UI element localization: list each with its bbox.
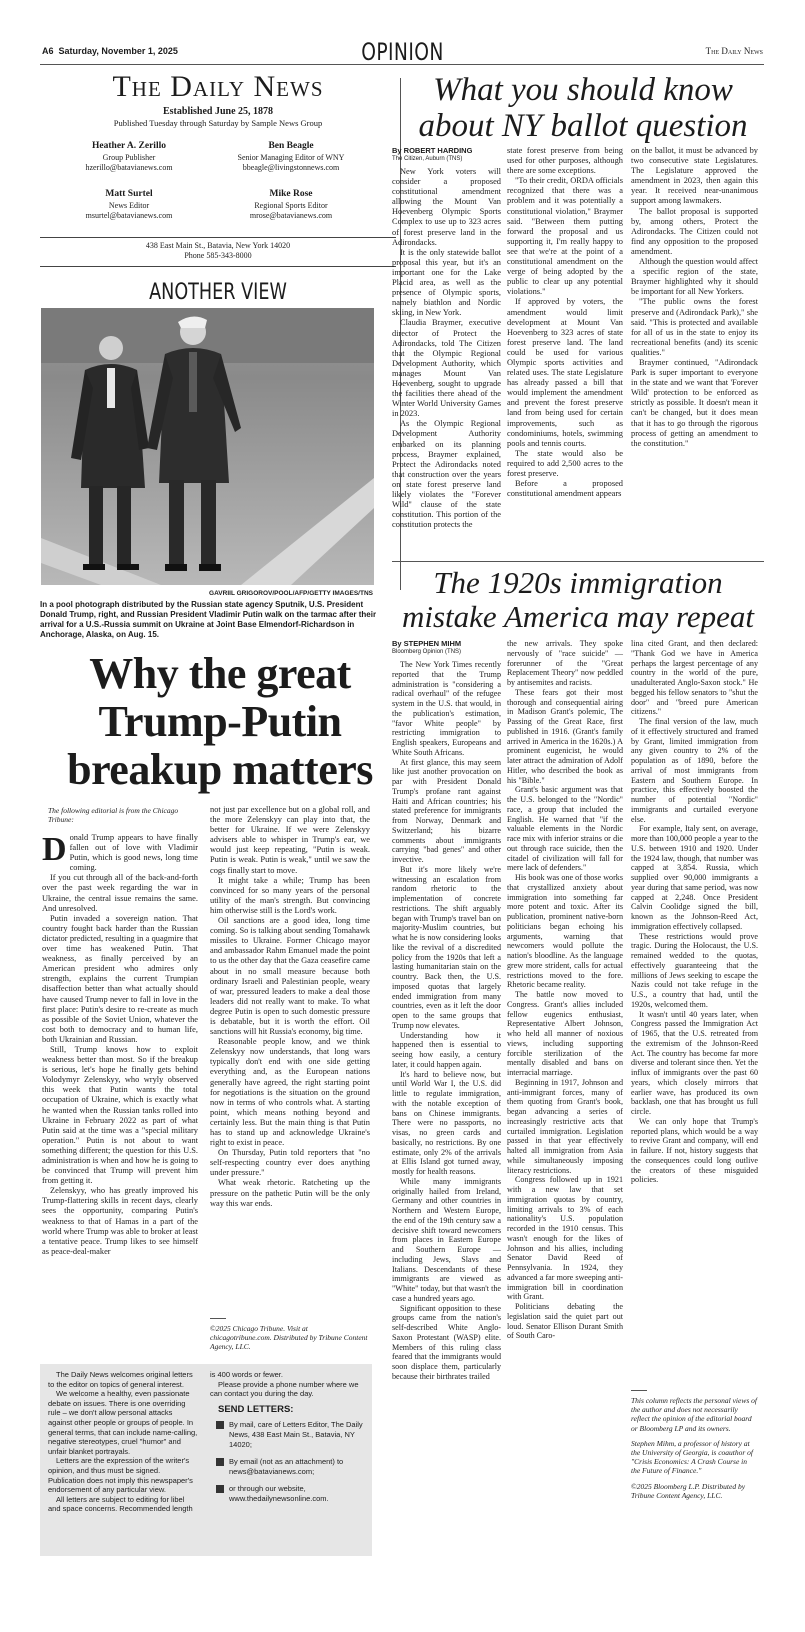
article2-byline: By STEPHEN MIHM [392,639,462,648]
paragraph: What weak rhetoric. Ratcheting up the pressure on the pathetic Putin will be the only way this war ends. [210,1178,370,1208]
staff-name: Mike Rose [269,189,313,199]
paragraph: not just par excellence but on a global roll, and the more Zelenskyy can play into that, the better for Ukraine. If we were Zelenskyy advisers able to whisper in Trump's ear, we would just keep repeating, "Putin is weak. Putin is weak. Putin is weak," until we saw the cogs finally start to move. [210,805,370,875]
staff-name: Ben Beagle [268,141,314,151]
paragraph: If you cut through all of the back-and-forth over the past week regarding the war in Ukraine, the central issue remains the same. And unresolved. [42,873,198,913]
paragraph: Before a proposed constitutional amendment appears [507,479,623,499]
paragraph: But it's more likely we're witnessing an escalation from random rhetoric to the implementation of concrete restrictions. The shift arguably began with Trump's travel ban on majority-Muslim countries, but what he is now considering looks like the revival of a discredited policy from the 1920s that left a lasting humanitarian stain on the country. Back then, the U.S. imposed quotas that largely ended immigration from many countries, even as it left the door open to the same groups that Trump now elevates. [392,864,501,1030]
editorial-column-1 [42,833,198,1257]
issue-date: Saturday, November 1, 2025 [58,46,178,56]
article1-byline: By ROBERT HARDING [392,146,473,155]
editorial-headline: Why the great Trump-Putin breakup matters [67,649,373,794]
editorial-intro: The following editorial is from the Chicago Tribune: [48,806,179,824]
bullet-square-icon [216,1485,224,1493]
page-number: A6 [42,46,54,56]
paragraph: These restrictions would prove tragic. During the Holocaust, the U.S. remained wedded to the quotas, effectively guaranteeing that the millions of Jews seeking to escape the Nazis could not take refuge in the U.S., a country that had, until the 1920s, welcomed them. [631,931,758,1009]
staff-entry [202,188,380,221]
article2-column-1 [392,660,501,1382]
paragraph: These fears got their most thorough and consequential airing in Madison Grant's polemic, The Passing of the Great Race, first published in 1916. (Grant's family arrived in America in the 1620s.) A prominent eugenicist, he would later attract the admiration of Adolf Hitler, who described the book as his "Bible." [507,687,623,785]
paragraph: lina cited Grant, and then declared: "Thank God we have in America perhaps the largest percentage of any country in the world of the pure, unadulterated Anglo-Saxon stock." He begged his fellow senators to "shut the door" and "breed pure American citizens." [631,639,758,717]
article2-copyright: ©2025 Bloomberg L.P. Distributed by Tribune Content Agency, LLC. [631,1481,746,1500]
staff-name: Heather A. Zerillo [92,141,166,151]
staff-title: Senior Managing Editor of WNY [237,153,345,162]
paragraph: The battle now moved to Congress. Grant's allies included fellow eugenics enthusiast, Representative Albert Johnson, who held all manner of noxious views, including supporting forcible sterilization of the mentally disabled and bans on interracial marriage. [507,990,623,1077]
paragraph: on the ballot, it must be advanced by two consecutive state Legislatures. The Legislature approved the amendment in 2023, then again this year. It received near-unanimous support among lawmakers. [631,146,758,206]
staff-email[interactable]: bbeagle@livingstonnews.com [242,163,340,172]
copyright-rule [210,1318,226,1319]
paragraph: Oil sanctions are a good idea, long time coming. So is talking about sending Tomahawk missiles to Ukraine. Former Chicago mayor and ambassador Rahm Emanuel made the point to us the other day that the Gaza ceasefire came about in no small measure because both ordinary Israeli and Palestinian people, weary of war, pressured leaders to make a deal those leaders did not really want to make. To what degree Putin is open to such domestic pressure is debatable, but it is worth the effort. Oil sanctions will hit Russia's economy, big time. [210,916,370,1037]
staff-title: Regional Sports Editor [254,201,328,210]
staff-email[interactable]: hzerillo@batavianews.com [85,163,173,172]
staff-email[interactable]: msurtel@batavianews.com [85,211,173,220]
article2-column-2 [507,639,623,1341]
paragraph: At first glance, this may seem like just another provocation on par with President Donald Trump's profane rant against Haiti and African countries; his stated preference for immigrants from Norway, Denmark and Switzerland; his bizarre comments about immigrants carrying "bad genes" and other invective. [392,757,501,864]
drop-cap: D [42,831,67,868]
send-option-mail: By mail, care of Letters Editor, The Daily News, 438 East Main St., Batavia, NY 14020; [216,1420,368,1449]
article1-column-3 [631,146,758,449]
paragraph: Donald Trump appears to have finally fallen out of love with Vladimir Putin, which is good news, long time coming. [42,831,198,873]
author-bio: Stephen Mihm, a professor of history at the University of Georgia, is coauthor of "Crisis Economics: A Crash Course in the Future of Finance." [631,1438,753,1476]
masthead-established: Established June 25, 1878 [162,106,274,117]
send-option-website[interactable]: or through our website, www.thedailynewsonline.com. [216,1484,368,1503]
article1-column-2 [507,146,623,499]
paragraph: The final version of the law, much of it effectively structured and framed by Grant, limited immigration from any given country to 2% of the population as of 1890, before the arrival of most immigrants from Eastern and Southern Europe. In practice, this effectively boosted the number of potential "Nordic" immigrants and curtailed everyone else. [631,717,758,824]
paragraph: Congress followed up in 1921 with a new law that set immigration quotas by country, limiting arrivals to 3% of each nationality's U.S. population recorded in the 1910 census. This wasn't enough for the likes of Johnson and his allies, including Senator David Reed of Pennsylvania. In 1924, they advanced a far more sweeping anti-immigration bill in coordination with Grant. [507,1175,623,1302]
paragraph: Although the question would affect a specific region of the state, Braymer highlighted why it should be important for all New Yorkers. [631,257,758,297]
paragraph: Reasonable people know, and we think Zelenskyy now understands, that long wars typically don't end with one side getting everything and, as the European nations generally have agreed, the right starting point for negotiations is the situation on the ground now in terms of who controls what. A starting point, which means nothing beyond and certainly less. But the main thing is that Putin has to stand up and acknowledge Ukraine's right to exist in peace. [210,1037,370,1148]
paragraph: "To their credit, ORDA officials recognized that there was a problem and it was potentially a constitutional violation," Braymer said. "Between them putting forward the proposal and us supporting it, I'm really happy to see that we're at the point of a constitutional amendment on the verge of being adopted by the public to clear up any potential violations." [507,176,623,297]
article1-column-1 [392,167,501,530]
header-rule [40,64,764,65]
staff-entry [40,140,218,173]
paragraph: It wasn't until 40 years later, when Congress passed the Immigration Act of 1965, that the U.S. retreated from the extremism of the Johnson-Reed Act. The country has become far more diverse and tolerant since then. Yet the influx of immigrants over the past 60 years, which closely mirrors that earlier wave, has produced its own backlash, one that has brought us full circle. [631,1009,758,1116]
article2-column-3 [631,639,758,1185]
paper-name-small: The Daily News [705,46,763,56]
masthead-rule [40,237,396,238]
article2-byline-source: Bloomberg Opinion (TNS) [392,649,462,655]
paragraph: Understanding how it happened then is essential to seeing how easily, a century later, it could happen again. [392,1030,501,1069]
paragraph: The ballot proposal is supported by, among others, Protect the Adirondacks. The Citizen could not find any opposition to the proposed amendment. [631,206,758,256]
paragraph: If approved by voters, the amendment would limit development at Mount Van Hoevenberg to 323 acres of state forest preserve land. The land could be used for various Olympic sports activities and related uses. The state Legislature has already passed a bill that would implement the amendment and prevent the forest preserve land from being used for certain improvements, such as condominiums, hotels, swimming pools and tennis courts. [507,297,623,448]
editorial-column-2 [210,805,370,1209]
masthead-published: Published Tuesday through Saturday by Sample News Group [113,118,323,128]
staff-title: News Editor [108,201,150,210]
paragraph: The state would also be required to add 2,500 acres to the forest preserve. [507,448,623,478]
paragraph: Braymer continued, "Adirondack Park is super important to everyone in the state and we want that 'Forever Wild' protection to be enforced as strictly as possible. It doesn't mean it can't be changed, but it does mean that it has to go through the rigorous process of getting an amendment to the constitution." [631,357,758,448]
news-photo [41,308,374,585]
paragraph: We welcome a healthy, even passionate debate on issues. There is one overriding rule – we don't allow personal attacks against other people or groups of people. In general terms, that can include name-calling, negative stereotypes, cruel "humor" and unfair blanket portrayals. [48,1389,198,1456]
masthead-title: The Daily News [112,70,324,103]
paragraph: "The public owns the forest preserve and (Adirondack Park)," she said. "This is protected and available for all of us in the state to enjoy its recreational benefits (and) its scenic qualities." [631,297,758,357]
masthead-bottom-rule [40,266,396,267]
paragraph: It's hard to believe now, but until World War I, the U.S. did little to regulate immigration, with the notable exception of bans on Chinese immigrants. There were no passports, no visas, no green cards and basically, no restrictions. By one estimate, only 2% of the arrivals at Ellis Island got turned away, mostly for health reasons. [392,1069,501,1176]
article1-byline-source: The Citizen, Auburn (TNS) [392,156,463,162]
paragraph: We can only hope that Trump's reported plans, which would be a way to revive Grant and company, will end in failure. If not, history suggests that the consequences could long outlive the creators of these misguided policies. [631,1116,758,1185]
staff-email[interactable]: mrose@batavianews.com [249,211,333,220]
letters-send-info [210,1370,368,1512]
photo-credit: GAVRIIL GRIGOROV/POOL/AFP/GETTY IMAGES/TNS [209,590,373,597]
letters-policy-text [48,1370,198,1514]
article2-author-note [631,1396,758,1506]
bullet-square-icon [216,1458,224,1466]
staff-entry [40,188,218,221]
paragraph: For example, Italy sent, on average, more than 100,000 people a year to the U.S. between 1910 and 1920. Under the 1924 law, though, that number was capped at 3,854. Russia, which supplied over 90,000 immigrants a year during that same period, was now capped at 2,248. Once President Calvin Coolidge signed the bill, known as the Johnson-Reed Act, immigration effectively collapsed. [631,824,758,931]
send-letters-heading: SEND LETTERS: [218,1403,294,1415]
paragraph: Significant opposition to these groups came from the nation's self-described White Anglo-Saxon Protestant (WASP) elite. Members of this ruling class feared that the immigrants would soon displace them, particularly because their birthrates trailed [392,1303,501,1381]
paragraph: Claudia Braymer, executive director of Protect the Adirondacks, told The Citizen that the Olympic Regional Development Authority, which manages Mount Van Hoevenberg, sought to upgrade the facilities there ahead of the Winter World University Games in 2023. [392,318,501,419]
paragraph: His book was one of those works that crystallized anxiety about immigration into something far more potent and toxic. After its publication, prominent native-born politicians began echoing his arguments, warning that newcomers would pollute the nation's bloodline. As the language grew more strident, calls for actual restrictions moved to the fore. Rhetoric became reality. [507,873,623,990]
article1-headline: What you should know about NY ballot question [418,72,748,144]
masthead-address: 438 East Main St., Batavia, New York 14020 [145,241,291,250]
paragraph: Zelenskyy, who has greatly improved his Trump-flattering skills in recent days, clearly sees the opportunity, comparing Putin's weakness to that of Hamas in a part of the world where Trump was able to broker at least a tentative peace. Trump likes to see himself as peace-deal-maker [42,1186,198,1256]
photo-cutline: In a pool photograph distributed by the Russian state agency Sputnik, U.S. President Donald Trump, right, and Russian President Vladimir Putin walk on the tarmac after their arrival for a U.S.-Russia summit on Ukraine at Joint Base Elmendorf-Richardson in Anchorage, Alaska, on Aug. 15. [40,600,377,639]
paragraph: Still, Trump knows how to exploit weakness better than most. So if the breakup is serious, let's hope he finally gets behind Volodymyr Zelenskyy, who wryly observed this week that Putin wants the total occupation of Ukraine, which is exactly what he wanted when the Russian tanks rolled into Ukraine in February 2022 as part of what Putin said at the time was a "special military operation." Putin is not about to want something different; the question for this U.S. administration is when and how he is going to be convinced that Trump will prevent him from getting it. [42,1044,198,1186]
paragraph: All letters are subject to editing for libel and space concerns. Recommended length [48,1494,193,1514]
paragraph: The New York Times recently reported that the Trump administration is "considering a radical overhaul" of the refugee system in the U.S. that would, in the publication's estimation, "favor White people" by restricting immigration to English speakers, Europeans and White South Africans. [392,660,501,757]
paragraph: As the Olympic Regional Development Authority embarked on its planning process, Braymer explained, Protect the Adirondacks noted that construction over the years on state forest preserve land likely violates the "Forever Wild" clause of the state constitution. This portion of the constitution protects the [392,419,501,530]
paragraph: New York voters will consider a proposed constitutional amendment allowing the Mount Van Hoevenberg Olympic Sports Complex to use up to 323 acres of forest preserve land in the Adirondacks. [392,167,501,247]
masthead-phone: Phone 585-343-8000 [184,251,252,260]
paragraph: On Thursday, Putin told reporters that "no self-respecting country ever does anything under pressure." [210,1148,370,1178]
paragraph: the new arrivals. They spoke nervously of "race suicide" — forerunner of the "Great Replacement Theory" now peddled by antisemites and racists. [507,639,623,687]
paragraph: While many immigrants originally hailed from Ireland, Germany and other countries in Northern and Western Europe, the end of the 19th century saw a decisive shift toward newcomers from places in Eastern Europe and Southern Europe — including Jews, Slavs and Italians. Descendants of these immigrants are viewed as "White" today, but that wasn't the case a hundred years ago. [392,1176,501,1303]
paragraph: Please provide a phone number where we can contact you during the day. [210,1379,359,1399]
article2-headline: The 1920s immigration mistake America may repeat [401,565,755,634]
paragraph: Grant's basic argument was that the U.S. belonged to the "Nordic" race, a group that included the English. He warned that "if the valuable elements in the Nordic race mix with inferior strains or die out through race suicide, then the citadel of civilization will fall for mere lack of defenders." [507,785,623,873]
editorial-copyright: ©2025 Chicago Tribune. Visit at chicagotribune.com. Distributed by Tribune Content Agency, LLC. [210,1324,368,1351]
paragraph: Letters are the expression of the writer's opinion, and thus must be signed. Publication does not imply this newspaper's endorsement of any particular view. [48,1456,193,1495]
photo-illustration [41,308,374,585]
staff-name: Matt Surtel [105,189,153,199]
another-view-heading: ANOTHER VIEW [149,280,287,305]
paragraph: Putin invaded a sovereign nation. That country fought back harder than the Russian dictator predicted, resulting in a quagmire that over time has weakened Putin. That weakness, as finally perceived by an American president who admires only strength, explains the current Trumpian disaffection better than what actually should have caused Trump never to fall in love in the first place: Putin's desire to re-create as much as possible of the Soviet Union, whatever the cost both to democracy and to human life, both Ukrainian and Russian. [42,913,198,1044]
paragraph: state forest preserve from being used for other purposes, although there are some exceptions. [507,146,623,176]
paragraph: It might take a while; Trump has been convinced for so many years of the personal utility of the man's strength. But convincing him otherwise still is the Lord's work. [210,875,370,915]
bullet-square-icon [216,1421,224,1429]
masthead-address-block [40,241,396,261]
disclaimer: This column reflects the personal views of the author and does not necessarily reflect the opinion of the editorial board or Bloomberg LP and its owners. [631,1396,757,1433]
paragraph: The Daily News welcomes original letters to the editor on topics of general interest. [48,1370,193,1389]
staff-title: Group Publisher [102,153,156,162]
paragraph: Beginning in 1917, Johnson and anti-immigrant forces, many of them quoting from Grant's book, began advancing a series of increasingly restrictive acts that curtailed immigration. Legislation passed in that year effectively halted all immigration from Asia while simultaneously imposing literacy restrictions. [507,1077,623,1175]
send-option-email[interactable]: By email (not as an attachment) to news@batavianews.com; [216,1457,368,1476]
section-title: OPINION [361,38,444,66]
paragraph: Politicians debating the legislation said the quiet part out loud. Senator Ellison Durant Smith of South Caro- [507,1302,623,1341]
paragraph: is 400 words or fewer. [210,1370,283,1379]
note-rule [631,1390,647,1391]
article-divider [392,561,764,562]
paragraph: It is the only statewide ballot proposal this year, but it's an important one for the Lake Placid area, as well as the presence of Olympic sports, namely biathlon and Nordic skiing, in New York. [392,247,501,318]
staff-entry [202,140,380,173]
